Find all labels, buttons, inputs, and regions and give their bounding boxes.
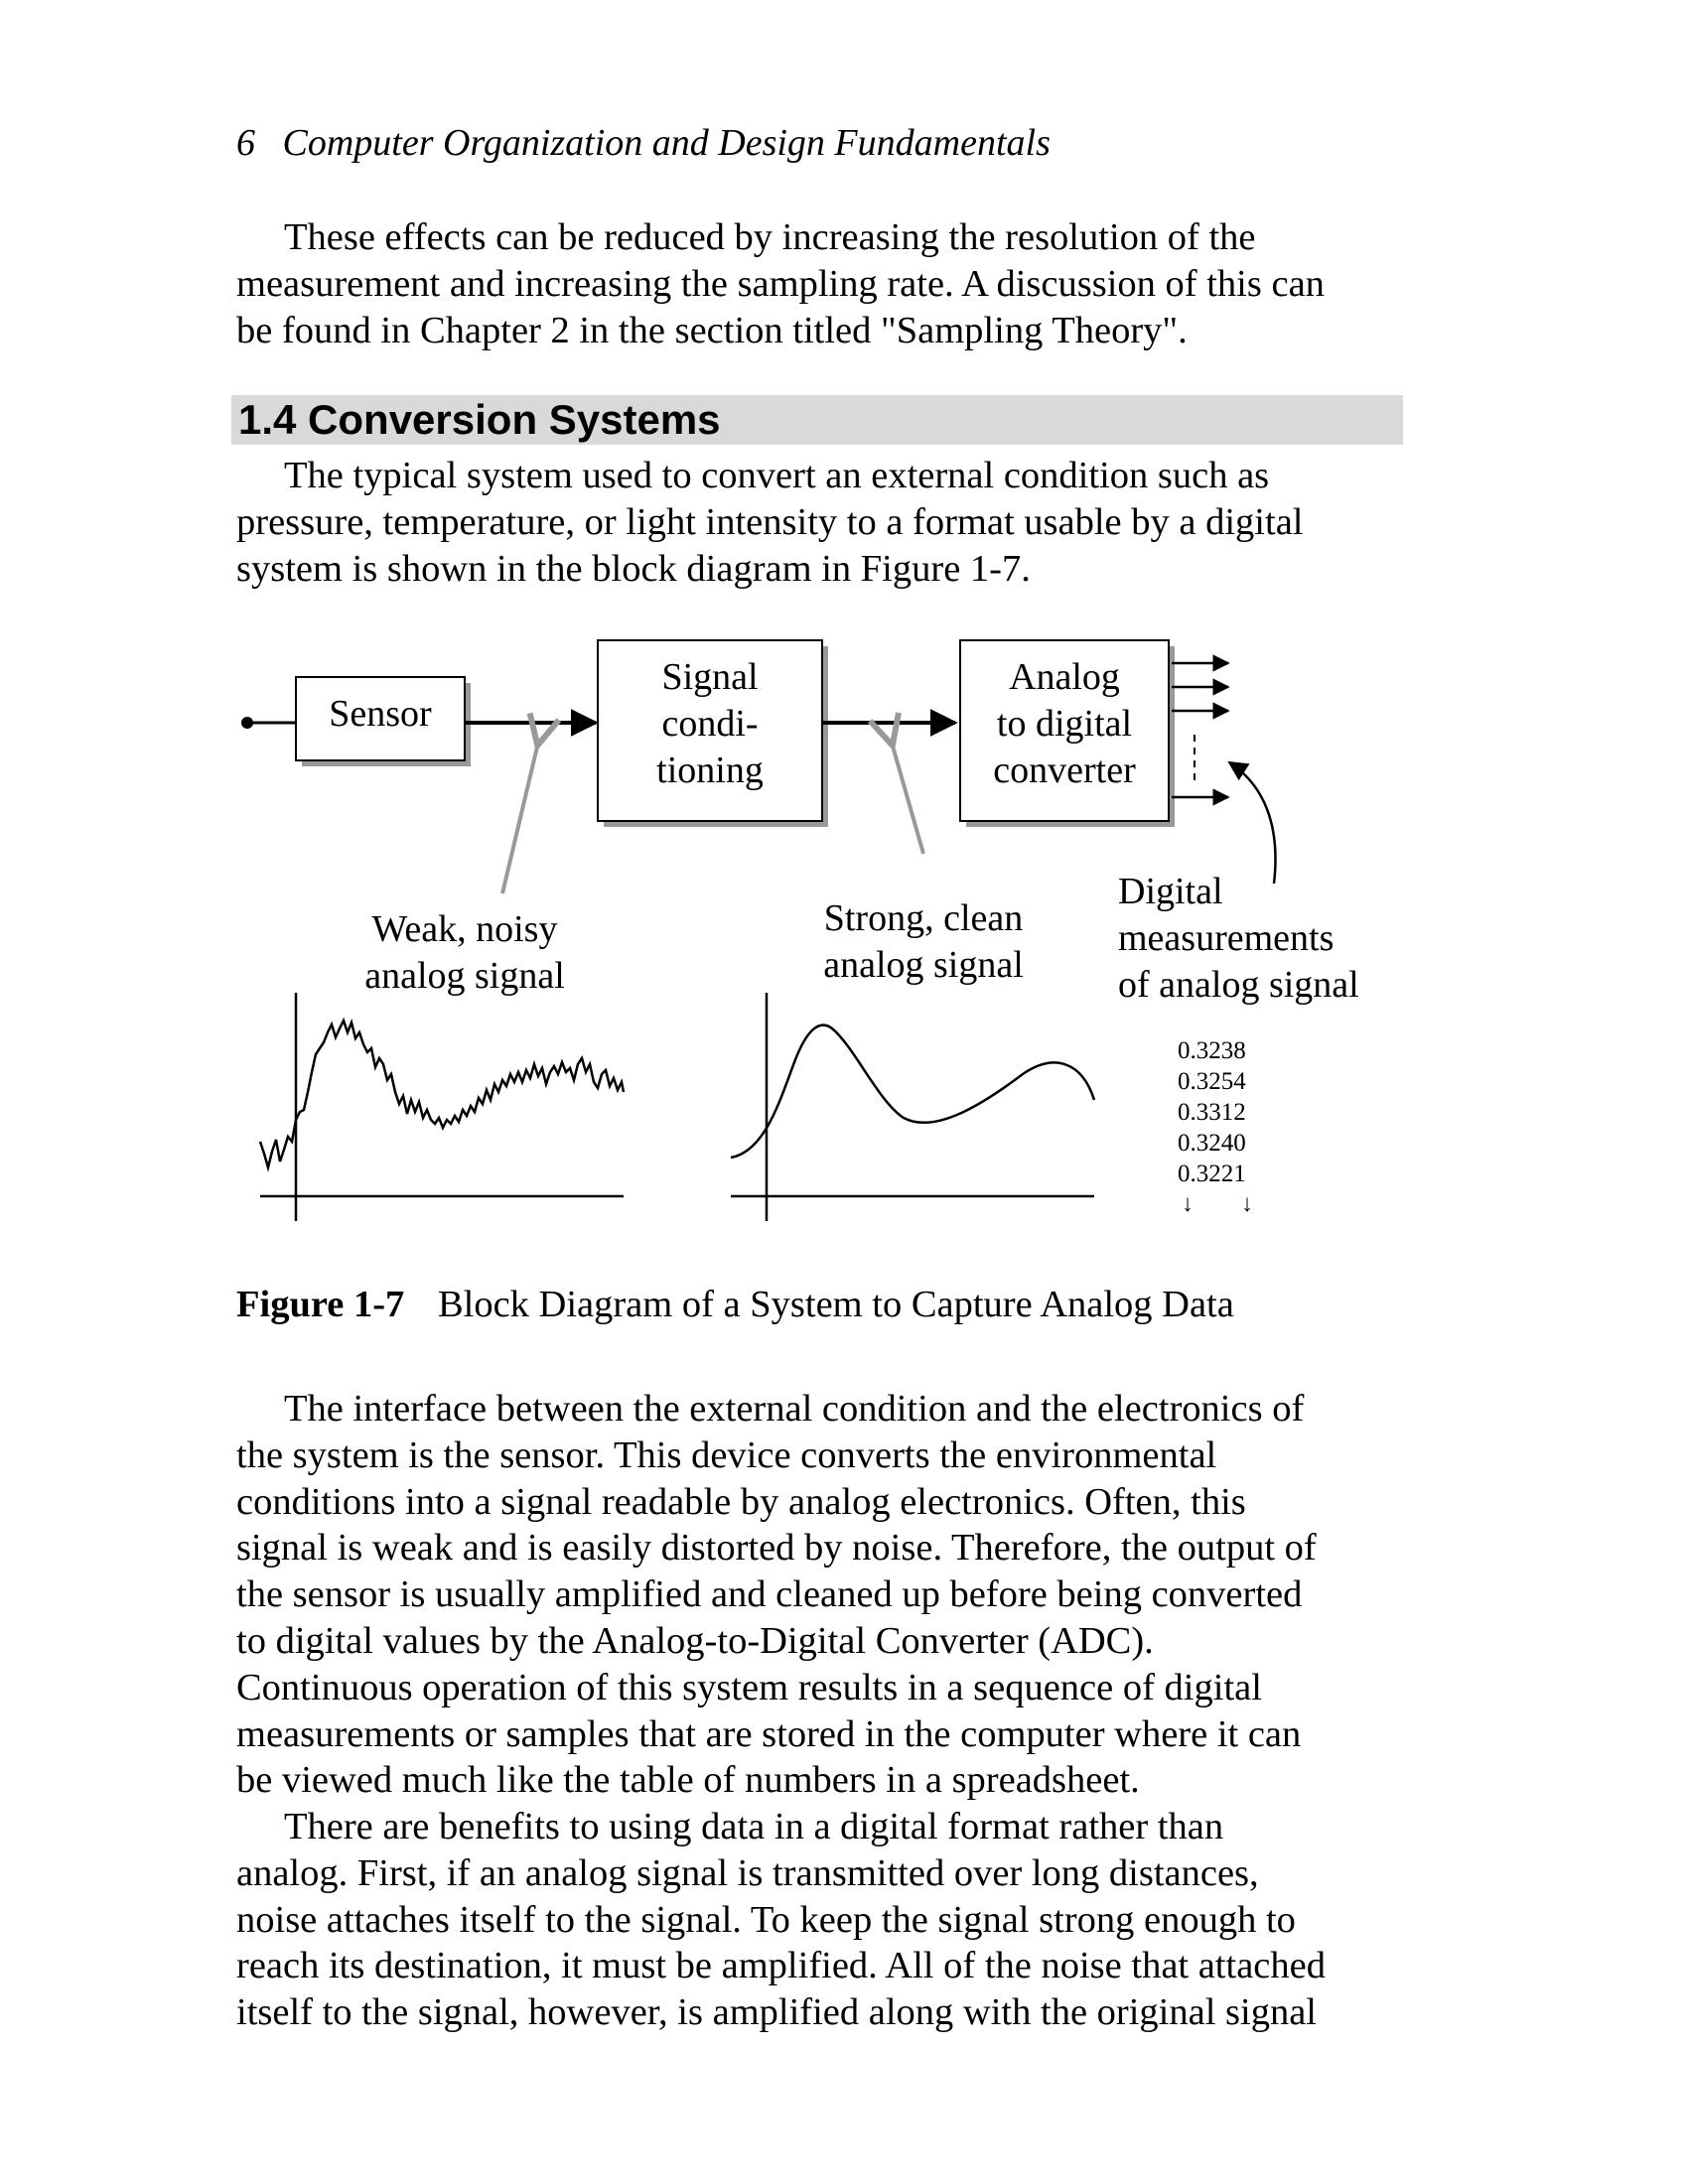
adc-label-line: converter [993, 750, 1136, 791]
strong-signal-pointer [892, 743, 923, 854]
clean-signal-curve [731, 1025, 1094, 1158]
strong-signal-label: Strong, clean [823, 897, 1024, 939]
sensor-block [296, 677, 471, 766]
text-line: There are benefits to using data in a digital format rather than [284, 1806, 1224, 1847]
conditioning-label-line: Signal [661, 656, 759, 698]
sample-value: 0.3312 [1178, 1099, 1246, 1126]
continuation-arrow-icon: ↓ [1241, 1191, 1253, 1217]
text-line: measurement and increasing the sampling rate. A discussion of this can [236, 262, 1325, 305]
continuation-arrow-icon: ↓ [1182, 1191, 1194, 1217]
sample-values [1178, 1037, 1253, 1217]
adc-label-line: Analog [1009, 656, 1120, 698]
adc-output-arrows [1172, 663, 1228, 797]
weak-signal-label: Weak, noisy [371, 908, 558, 950]
text-line: be found in Chapter 2 in the section titled "Sampling Theory". [236, 309, 1188, 351]
text-line: to digital values by the Analog-to-Digital Converter (ADC). [236, 1619, 1154, 1662]
sensor-label: Sensor [329, 693, 432, 735]
page-number: 6 [236, 122, 255, 164]
figure-label: Figure 1-7 [236, 1284, 405, 1325]
signal-conditioning-block [598, 640, 828, 827]
text-line: conditions into a signal readable by analog electronics. Often, this [236, 1480, 1246, 1523]
digital-label: measurements [1118, 917, 1335, 959]
text-line: Continuous operation of this system results in a sequence of digital [236, 1666, 1262, 1708]
figure-caption-text: Block Diagram of a System to Capture Analog Data [437, 1284, 1234, 1325]
text-line: the sensor is usually amplified and cleaned up before being converted [236, 1573, 1303, 1616]
text-line: analog. First, if an analog signal is transmitted over long distances, [236, 1851, 1259, 1894]
text-line: be viewed much like the table of numbers in a spreadsheet. [236, 1759, 1140, 1802]
sample-value: 0.3240 [1178, 1130, 1246, 1157]
figure-caption [236, 1283, 1234, 1326]
weak-signal-pointer [502, 743, 538, 893]
sample-value: 0.3254 [1178, 1068, 1246, 1095]
text-line: measurements or samples that are stored in the computer where it can [236, 1712, 1302, 1755]
text-line: noise attaches itself to the signal. To keep the signal strong enough to [236, 1898, 1296, 1941]
digital-label: Digital [1118, 871, 1223, 912]
text-line: reach its destination, it must be amplified. All of the noise that attached [236, 1945, 1326, 1987]
noisy-signal-plot [260, 993, 624, 1221]
text-line: These effects can be reduced by increasing the resolution of the [284, 216, 1256, 258]
conditioning-label-line: tioning [656, 750, 764, 791]
conditioning-label-line: condi- [661, 703, 759, 745]
weak-signal-label: analog signal [364, 955, 565, 997]
adc-label-line: to digital [996, 703, 1133, 745]
text-line: pressure, temperature, or light intensity to a format usable by a digital [236, 500, 1304, 543]
adc-block [960, 640, 1175, 827]
strong-signal-label: analog signal [823, 944, 1024, 986]
text-line: signal is weak and is easily distorted by noise. Therefore, the output of [236, 1527, 1317, 1570]
digital-output-pointer [1229, 762, 1275, 884]
clean-signal-plot [731, 993, 1094, 1221]
noisy-signal-curve [260, 1021, 624, 1167]
text-line: system is shown in the block diagram in Figure 1-7. [236, 547, 1031, 590]
text-line: The typical system used to convert an external condition such as [284, 455, 1270, 496]
book-title: Computer Organization and Design Fundamentals [282, 122, 1051, 164]
section-heading: 1.4 Conversion Systems [238, 396, 721, 443]
text-line: the system is the sensor. This device converts the environmental [236, 1433, 1217, 1476]
sample-value: 0.3221 [1178, 1160, 1246, 1187]
text-line: The interface between the external condition and the electronics of [284, 1388, 1305, 1430]
digital-label: of analog signal [1118, 964, 1359, 1006]
body-paragraph [236, 1386, 1408, 1804]
body-paragraph [236, 1804, 1408, 2036]
text-line: itself to the signal, however, is amplified along with the original signal [236, 1991, 1318, 2034]
sample-value: 0.3238 [1178, 1037, 1246, 1064]
